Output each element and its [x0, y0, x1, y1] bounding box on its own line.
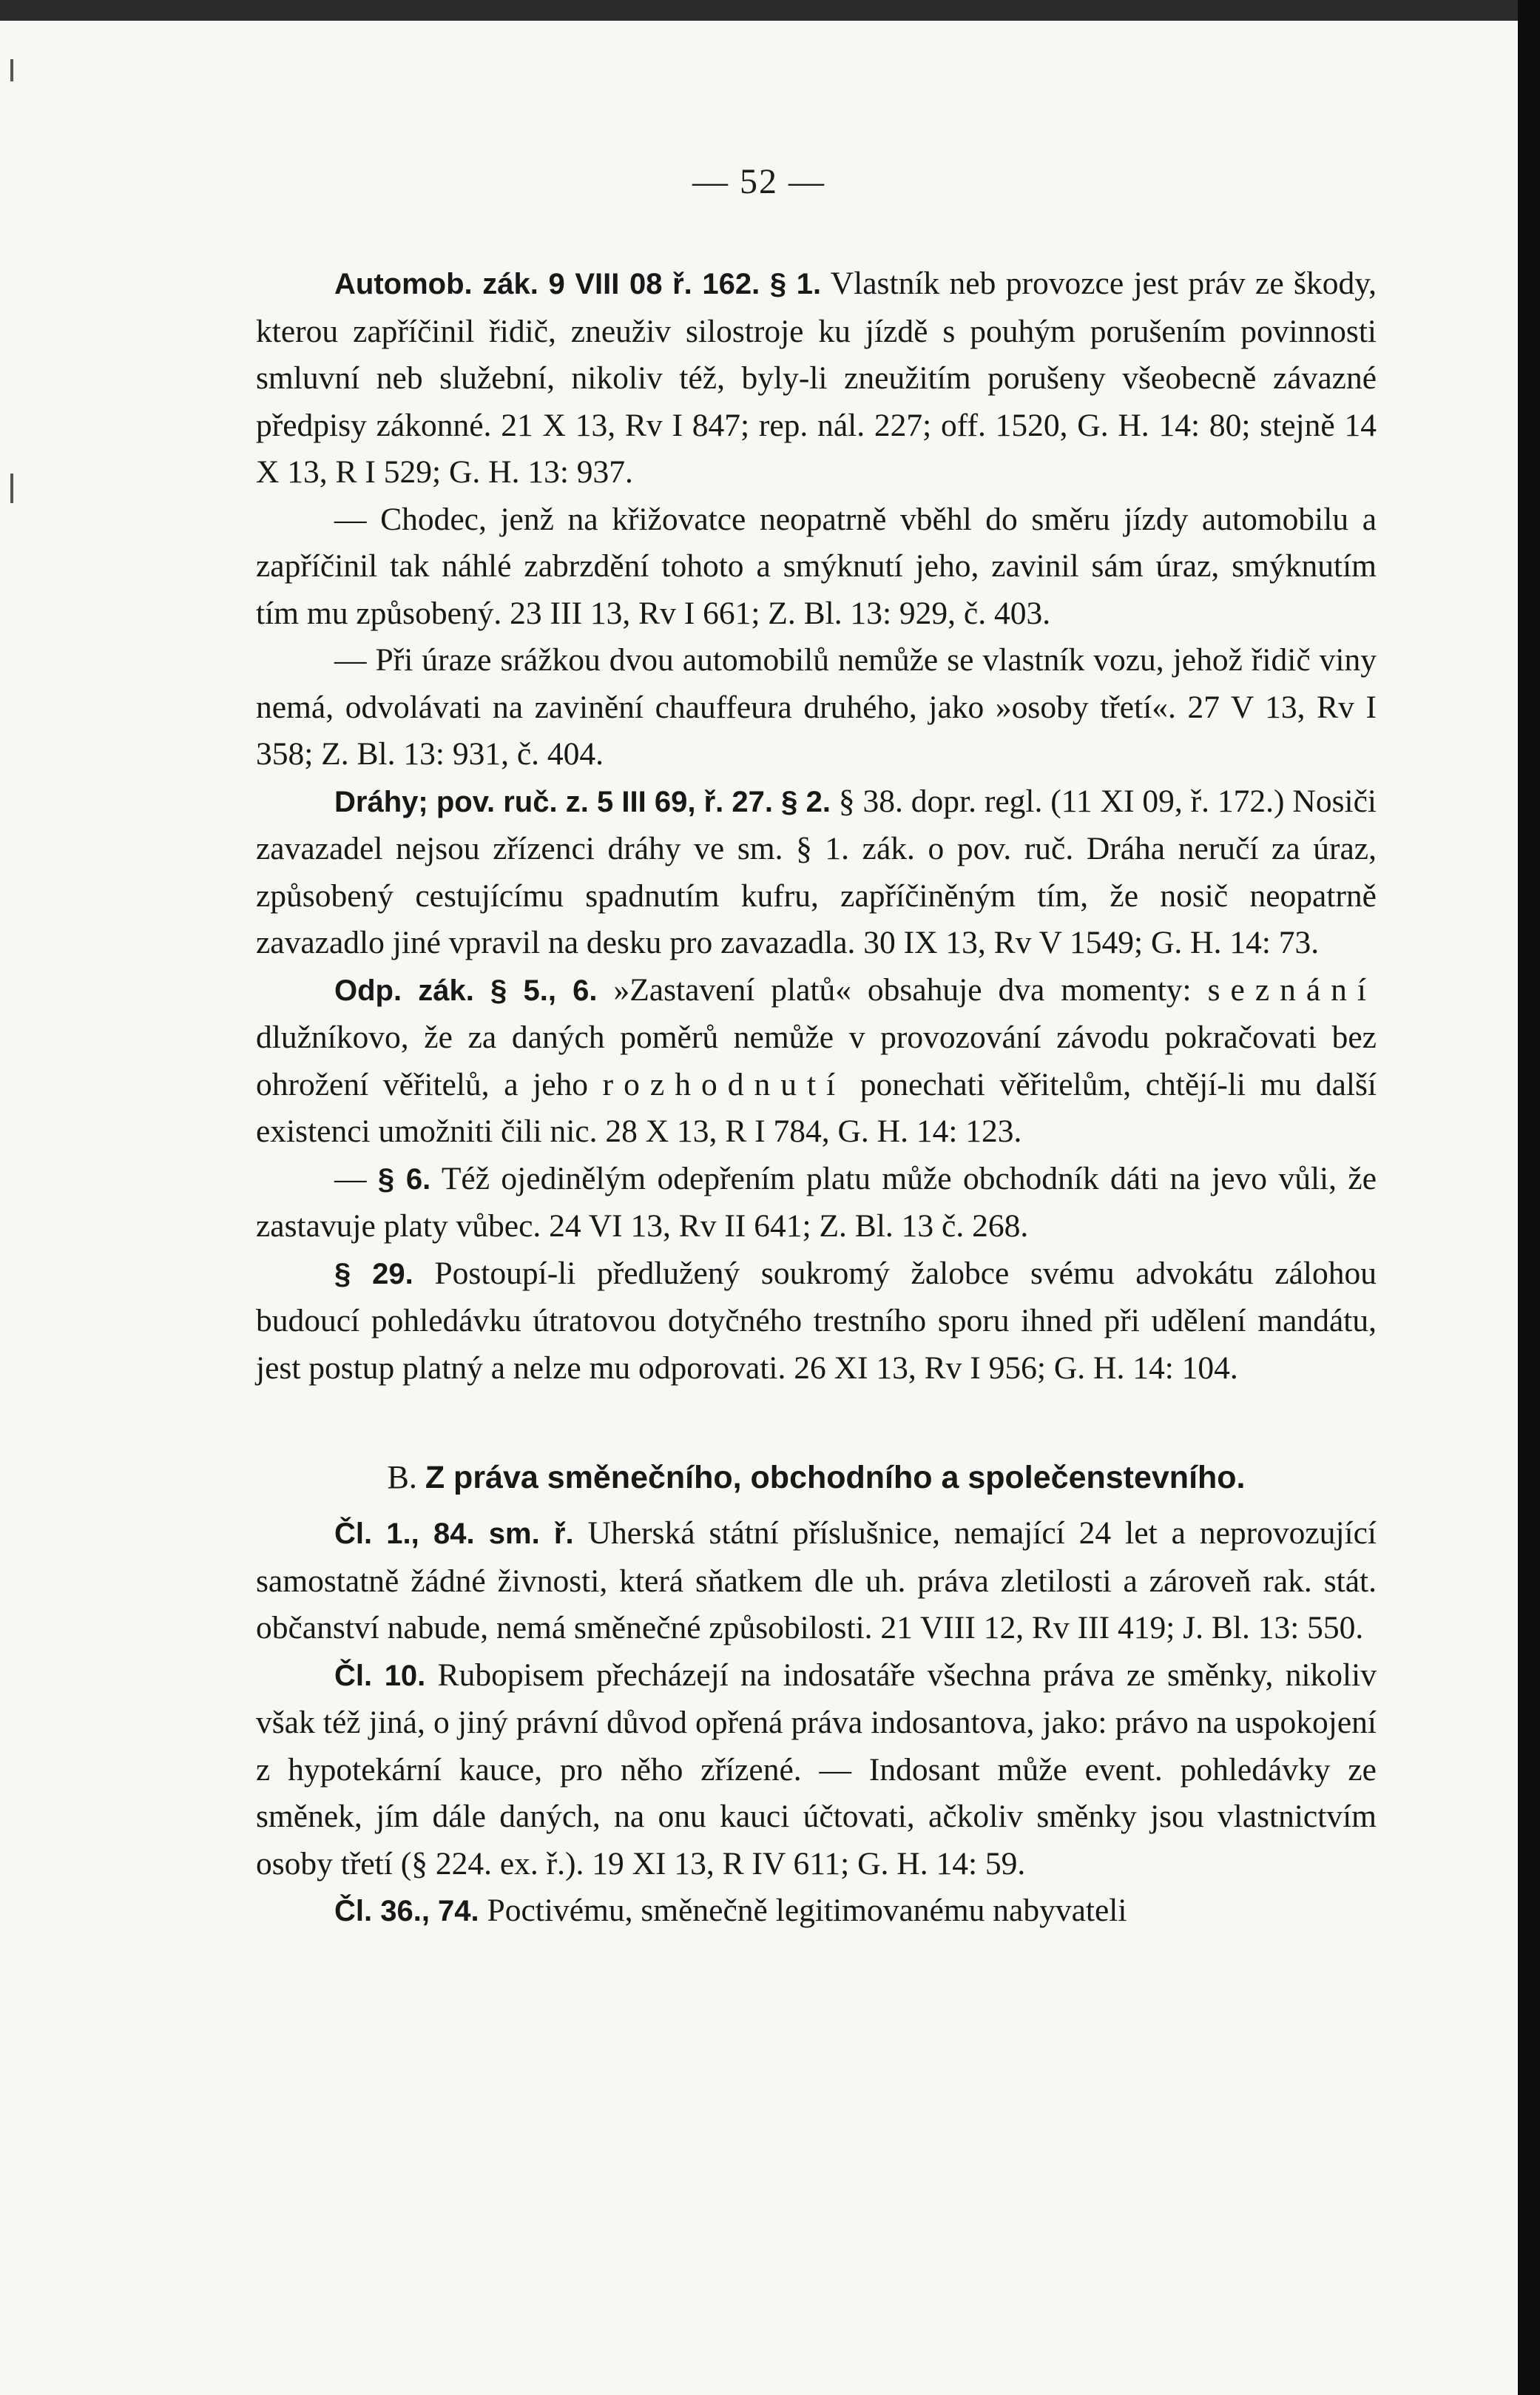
section-title: Z práva směnečního, obchodního a společenstevního.	[425, 1460, 1246, 1495]
paragraph-text: Uherská státní příslušnice, nemající 24 let a neprovozující samostatně žádné živnosti, která sňatkem dle uh. práva zletilosti a zároveň rak. stát. občanství nabude, nemá směnečné způsobilosti. 21 VIII 12, Rv III 419; J. Bl. 13: 550.	[256, 1515, 1377, 1645]
scan-top-edge	[0, 0, 1518, 21]
paragraph-lead: § 29.	[334, 1257, 413, 1290]
section-gap	[256, 1392, 1377, 1452]
paragraph-lead: Čl. 1., 84. sm. ř.	[334, 1517, 574, 1550]
paragraph-text: Rubopisem přecházejí na indosatáře všechna práva ze směnky, nikoliv však též jiná, o jiný právní důvod opřená práva indosantova, jako: právo na uspokojení z hypotekární kauce, pro něho zřízené. — Indosant může event. pohledávky ze směnek, jím dále daných, na onu kauci účtovati, ačkoliv směnky jsou vlastnictvím osoby třetí (§ 224. ex. ř.). 19 XI 13, R IV 611; G. H. 14: 59.	[256, 1657, 1377, 1882]
paragraph-lead: Automob. zák. 9 VIII 08 ř. 162. § 1.	[334, 268, 822, 300]
paragraph-chodec	[256, 496, 1377, 638]
paragraph-text: § 38. dopr. regl. (11 XI 09, ř. 172.) Nosiči zavazadel nejsou zřízenci dráhy ve sm. § 1. zák. o pov. ruč. Dráha neručí za úraz, způsobený cestujícímu spadnutím kufru, zapříčiněným tím, že nosič neopatrně zavazadlo jiné vpravil na desku pro zavazadla. 30 IX 13, Rv V 1549; G. H. 14: 73.	[256, 783, 1377, 960]
paragraph-cl10	[256, 1652, 1377, 1888]
section-heading	[256, 1452, 1377, 1503]
paragraph-cl1	[256, 1510, 1377, 1652]
paragraph-text: — Při úraze srážkou dvou automobilů nemůže se vlastník vozu, jehož řidič viny nemá, odvolávati na zavinění chauffeura druhého, jako »osoby třetí«. 27 V 13, Rv I 358; Z. Bl. 13: 931, č. 404.	[256, 642, 1377, 772]
page-number: — 52 —	[692, 162, 825, 201]
section-prefix: B.	[387, 1459, 417, 1495]
paragraph-lead: § 6.	[377, 1162, 431, 1196]
paragraph-drahy	[256, 778, 1377, 967]
spaced-word: seznání	[1207, 971, 1377, 1008]
paragraph-cl36	[256, 1887, 1377, 1936]
paragraph-text: Vlastník neb provozce jest práv ze škody, kterou zapříčinil řidič, zneuživ silostroje ku jízdě s pouhým porušením povinnosti smluvní neb služební, nikoliv též, byly-li zneužitím porušeny všeobecně závazné předpisy zákonné. 21 X 13, Rv I 847; rep. nál. 227; off. 1520, G. H. 14: 80; stejně 14 X 13, R I 529; G. H. 13: 937.	[256, 266, 1377, 490]
paragraph-par29	[256, 1250, 1377, 1392]
paragraph-lead: Čl. 10.	[334, 1659, 426, 1692]
margin-mark	[10, 59, 13, 81]
paragraph-dash: —	[334, 1160, 367, 1196]
paragraph-lead: Čl. 36., 74.	[334, 1895, 479, 1927]
paragraph-text: Postoupí-li předlužený soukromý žalobce svému advokátu zálohou budoucí pohledávku útratovou dotyčného trestního sporu ihned při udělení mandátu, jest postup platný a nelze mu odporovati. 26 XI 13, Rv I 956; G. H. 14: 104.	[256, 1255, 1377, 1386]
paragraph-odp	[256, 967, 1377, 1156]
paragraph-uraz	[256, 637, 1377, 778]
scan-right-edge	[1518, 0, 1540, 2395]
paragraph-par6	[256, 1156, 1377, 1250]
spaced-word: rozhodnutí	[602, 1066, 846, 1102]
paragraph-lead: Odp. zák. § 5., 6.	[334, 974, 598, 1007]
paragraph-text: Poctivému, směnečně legitimovanému nabyvateli	[487, 1893, 1127, 1928]
paragraph-text: »Zastavení platů« obsahuje dva momenty:	[613, 971, 1192, 1008]
margin-mark	[10, 474, 13, 503]
body-text	[256, 260, 1377, 1936]
paragraph-text: Též ojedinělým odepřením platu může obchodník dáti na jevo vůli, že zastavuje platy vůbec. 24 VI 13, Rv II 641; Z. Bl. 13 č. 268.	[256, 1160, 1377, 1244]
paragraph-lead: Dráhy; pov. ruč. z. 5 III 69, ř. 27. § 2.	[334, 785, 831, 818]
paragraph-text: dlužníkovo, že za daných poměrů nemůže v provozování závodu pokračovati bez ohrožení věřitelů, a jeho	[256, 1020, 1377, 1102]
paragraph-text: — Chodec, jenž na křižovatce neopatrně vběhl do směru jízdy automobilu a zapříčinil tak náhlé zabrzdění tohoto a smýknutí jeho, zavinil sám úraz, smýknutím tím mu způsobený. 23 III 13, Rv I 661; Z. Bl. 13: 929, č. 403.	[256, 501, 1377, 631]
paragraph-automob	[256, 260, 1377, 496]
paragraph-text: ponechati věřitelům, chtějí-li mu další existenci umožniti čili nic. 28 X 13, R I 784, G. H. 14: 123.	[256, 1066, 1377, 1149]
